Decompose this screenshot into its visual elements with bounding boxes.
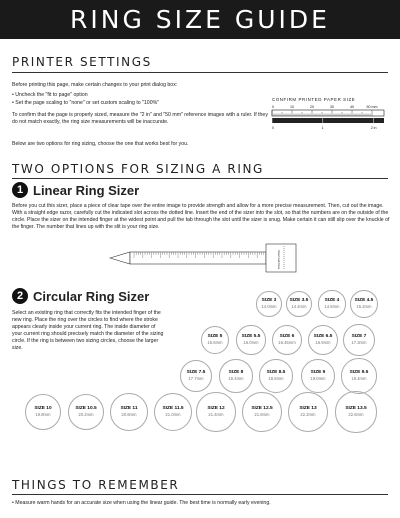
circle-size-label: SIZE 3	[261, 298, 277, 304]
circle-mm-label: 18.8mm	[268, 376, 284, 382]
ruler-mm-label: 30	[330, 105, 334, 109]
circle-size-label: SIZE 7	[351, 334, 367, 340]
linear-sizer-heading	[12, 182, 139, 198]
linear-sizer-title: Linear Ring Sizer	[33, 182, 140, 198]
option-number-badge: 2	[12, 288, 28, 304]
sizing-circle	[272, 325, 302, 355]
linear-sizer-text: Before you cut this sizer, place a piece of clear tape over the entire image to provide strength and allow for a more precise measurement. Then, cut out the image. With a straight edge razor, carefully cut the indicated slot across the dotted line. Insert the end of the sizer into the slot, so that the numbers are on the outside of the circle. Place the sizer on the intended finger at the widest point and pull the tab through the slot until the sizer is snug. Make certain it can still slip over the knuckle of the finger. The number that lines up with the slit is your ring size.	[12, 203, 390, 230]
circle-size-label: SIZE 13	[299, 406, 317, 412]
sizing-circle	[25, 394, 61, 430]
remember-bullet: • Measure warm hands for an accurate size when using the linear guide. The best time is normally early evening.	[12, 500, 390, 507]
sizing-circle	[236, 325, 265, 354]
sizing-circle	[68, 394, 105, 431]
circle-size-label: SIZE 13.5	[345, 406, 367, 412]
circle-size-label: SIZE 9	[310, 370, 326, 376]
sizing-circle	[335, 391, 376, 432]
sizing-circle	[288, 392, 329, 433]
circular-sizer-heading	[12, 288, 149, 304]
circle-size-label: SIZE 5.5	[241, 334, 261, 340]
section-divider	[12, 178, 388, 179]
circle-size-label: SIZE 7.5	[186, 370, 206, 376]
circle-mm-label: 17.3mm	[351, 340, 367, 346]
circle-size-label: SIZE 6.5	[313, 334, 333, 340]
circle-mm-label: 16.9mm	[315, 340, 331, 346]
circle-mm-label: 19.0mm	[310, 376, 326, 382]
sizing-circle	[343, 324, 375, 356]
ruler-mm-label: 50 mm	[366, 105, 378, 109]
circle-size-label: SIZE 8.5	[266, 370, 286, 376]
circle-size-label: SIZE 6	[279, 334, 295, 340]
circle-size-label: SIZE 5	[207, 334, 223, 340]
circle-mm-label: 14.0mm	[261, 304, 277, 310]
sizing-circle	[154, 393, 192, 431]
circle-mm-label: 14.4mm	[291, 304, 307, 310]
printer-intro: Before printing this page, make certain changes to your print dialog box:	[12, 82, 178, 88]
sizer-tab-point	[110, 252, 130, 264]
sizing-circle	[196, 392, 235, 431]
reference-ruler	[268, 103, 390, 133]
circle-mm-label: 14.8mm	[324, 304, 340, 310]
ruler-in-label: 1	[321, 126, 324, 130]
circle-size-label: SIZE 4.5	[354, 298, 374, 304]
ruler-mm-label: 0	[272, 105, 274, 109]
printer-bullet-1: • Uncheck the "fit to page" option	[12, 92, 262, 99]
ruler-in-label: 2 in	[370, 126, 377, 130]
circle-size-label: SIZE 10	[34, 406, 52, 412]
ruler-mm-label: 10	[290, 105, 294, 109]
sizing-circle	[341, 358, 377, 394]
circle-mm-label: 21.8mm	[254, 412, 270, 418]
circle-mm-label: 22.6mm	[348, 412, 364, 418]
circle-mm-label: 18.4mm	[228, 376, 244, 382]
remember-heading: THINGS TO REMEMBER	[12, 478, 180, 492]
circle-mm-label: 17.7mm	[188, 376, 204, 382]
sizing-circle	[318, 290, 345, 317]
printer-settings-heading: PRINTER SETTINGS	[12, 55, 152, 69]
circle-mm-label: 19.8mm	[35, 412, 51, 418]
circle-size-label: SIZE 12.5	[251, 406, 273, 412]
circle-mm-label: 21.0mm	[165, 412, 181, 418]
circle-mm-label: 21.4mm	[208, 412, 224, 418]
ruler-mm-label: 40	[350, 105, 354, 109]
sizing-circle	[219, 359, 253, 393]
circle-size-label: SIZE 12	[207, 406, 225, 412]
sizing-circle	[110, 393, 148, 431]
ruler-label: CONFIRM PRINTED PAPER SIZE	[272, 97, 356, 102]
section-divider	[12, 494, 388, 495]
circle-size-label: SIZE 9.5	[349, 370, 369, 376]
circle-mm-label: 15.6mm	[207, 340, 223, 346]
circle-mm-label: 22.2mm	[300, 412, 316, 418]
circle-mm-label: 20.2mm	[78, 412, 94, 418]
circle-size-label: SIZE 8	[228, 370, 244, 376]
ruler-in-label: 0	[272, 126, 274, 130]
ruler-mm-label: 20	[310, 105, 314, 109]
circle-size-label: SIZE 10.5	[75, 406, 97, 412]
section-divider	[12, 72, 388, 73]
circle-mm-label: 15.2mm	[356, 304, 372, 310]
sizing-circle	[242, 392, 282, 432]
printer-below-text: Below are two options for ring sizing, choose the one that works best for you.	[12, 141, 189, 147]
printer-confirm-text: To confirm that the page is properly sized, measure the "2 in" and "50 mm" reference images with a ruler. If they do not match exactly, the ring size measurements will be inaccurate.	[12, 112, 268, 125]
linear-ring-sizer[interactable]	[108, 240, 308, 276]
circle-mm-label: 20.6mm	[121, 412, 137, 418]
sizing-circle	[350, 290, 378, 318]
sizing-circle	[301, 359, 336, 394]
sizer-strip	[130, 252, 266, 264]
circle-size-label: SIZE 11	[120, 406, 138, 412]
option-number-badge: 1	[12, 182, 28, 198]
circle-size-label: SIZE 3.5	[289, 298, 309, 304]
sizing-circle	[308, 325, 339, 356]
sizing-circle	[259, 359, 293, 393]
circle-mm-label: 16.0mm	[243, 340, 259, 346]
slot-label: Insert tab here	[277, 250, 281, 270]
circle-mm-label: 16.45mm	[278, 340, 296, 346]
circular-sizer-title: Circular Ring Sizer	[33, 288, 150, 304]
sizing-circle	[201, 326, 230, 355]
circle-size-label: SIZE 4	[324, 298, 340, 304]
sizing-circle	[180, 360, 212, 392]
sizing-circle	[286, 291, 312, 317]
circular-sizer-text: Select an existing ring that correctly fits the intended finger of the new ring. Place the ring over the circles to find where the stroke appears clearly inside your current ring. The inside diameter of your current ring should precisely match the diameter of the sizing circle. If the ring is between two sizing circles, choose the larger size.	[12, 310, 164, 351]
sizing-circle	[256, 291, 282, 317]
circle-mm-label: 19.4mm	[351, 376, 367, 382]
page-title: RING SIZE GUIDE	[0, 0, 400, 39]
options-heading: TWO OPTIONS FOR SIZING A RING	[12, 162, 264, 176]
printer-bullet-2: • Set the page scaling to "none" or set custom scaling to "100%"	[12, 100, 262, 107]
circle-size-label: SIZE 11.5	[162, 406, 184, 412]
